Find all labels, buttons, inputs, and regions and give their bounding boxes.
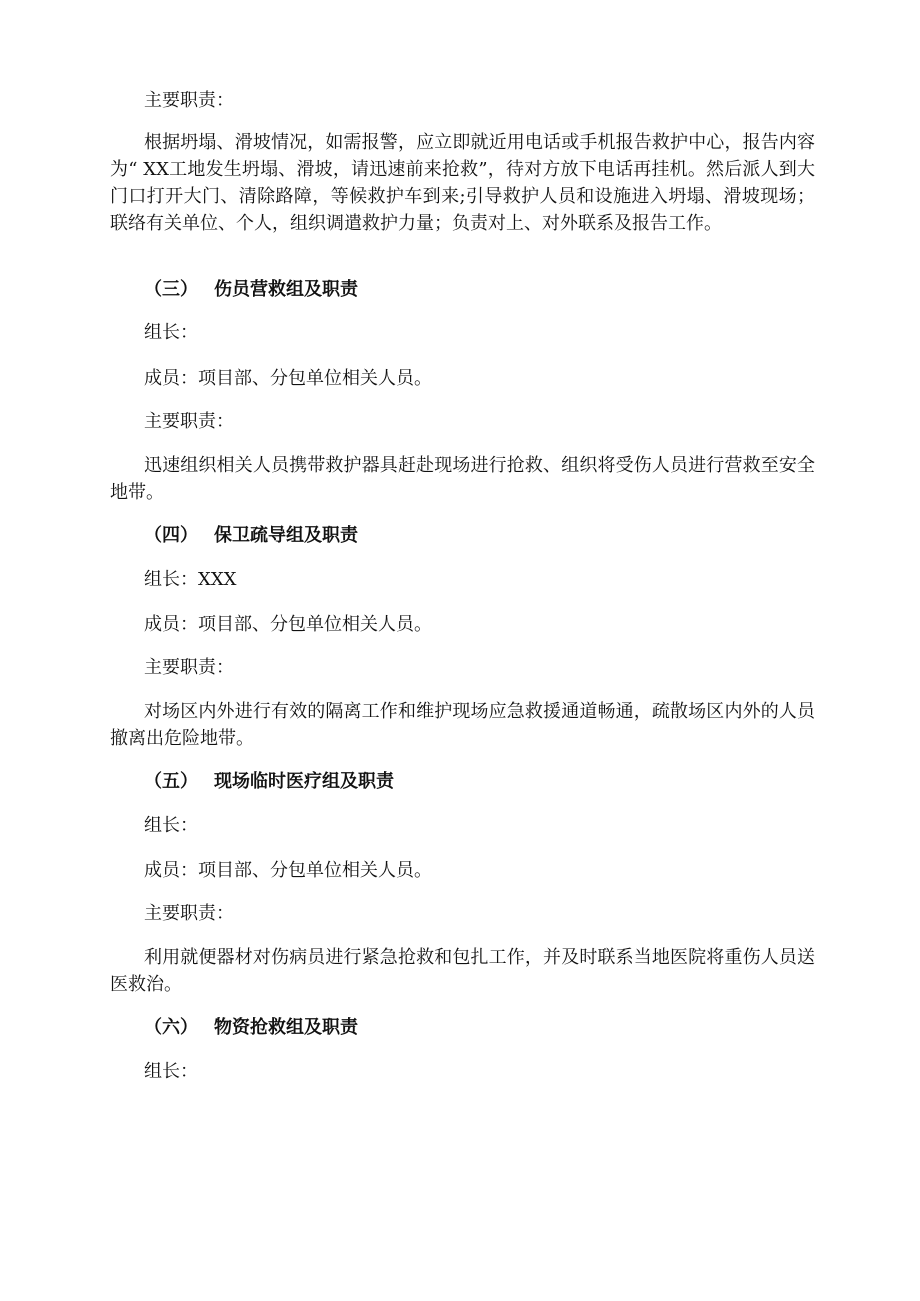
section-title: 现场临时医疗组及职责 xyxy=(214,771,394,792)
section-heading-3 xyxy=(144,277,358,302)
duties-label: 主要职责： xyxy=(144,657,234,678)
section-title: 伤员营救组及职责 xyxy=(214,279,358,300)
leader-line: 组长： xyxy=(144,322,198,343)
duties-paragraph: 迅速组织相关人员携带救护器具赶赴现场进行抢救、组织将受伤人员进行营救至安全地带。 xyxy=(110,455,815,503)
duties-label: 主要职责： xyxy=(144,903,234,924)
section-heading-4 xyxy=(144,523,358,548)
duties-paragraph: 对场区内外进行有效的隔离工作和维护现场应急救援通道畅通，疏散场区内外的人员撤离出危险地带。 xyxy=(110,701,815,749)
section-number: （六） xyxy=(144,1017,198,1038)
section-number: （四） xyxy=(144,525,198,546)
duties-label: 主要职责： xyxy=(144,411,234,432)
duties-paragraph: 根据坍塌、滑坡情况，如需报警，应立即就近用电话或手机报告救护中心，报告内容为“ XX工地发生坍塌、滑坡，请迅速前来抢救”，待对方放下电话再挂机。然后派人到大门口打开大门、清除路障，等候救护车到来;引导救护人员和设施进入坍塌、滑坡现场；联络有关单位、个人，组织调遣救护力量；负责对上、对外联系及报告工作。 xyxy=(110,132,815,234)
section-number: （五） xyxy=(144,771,198,792)
section-title: 物资抢救组及职责 xyxy=(214,1017,358,1038)
leader-line: 组长： xyxy=(144,1061,198,1082)
section-title: 保卫疏导组及职责 xyxy=(214,525,358,546)
duties-label: 主要职责： xyxy=(144,90,234,111)
leader-line: 组长： xyxy=(144,815,198,836)
section-heading-5 xyxy=(144,769,394,794)
duties-paragraph: 利用就便器材对伤病员进行紧急抢救和包扎工作，并及时联系当地医院将重伤人员送医救治。 xyxy=(110,947,815,995)
leader-line: 组长：XXX xyxy=(144,569,237,590)
members-line: 成员：项目部、分包单位相关人员。 xyxy=(144,368,432,389)
section-heading-6 xyxy=(144,1015,358,1040)
members-line: 成员：项目部、分包单位相关人员。 xyxy=(144,614,432,635)
members-line: 成员：项目部、分包单位相关人员。 xyxy=(144,860,432,881)
section-number: （三） xyxy=(144,279,198,300)
